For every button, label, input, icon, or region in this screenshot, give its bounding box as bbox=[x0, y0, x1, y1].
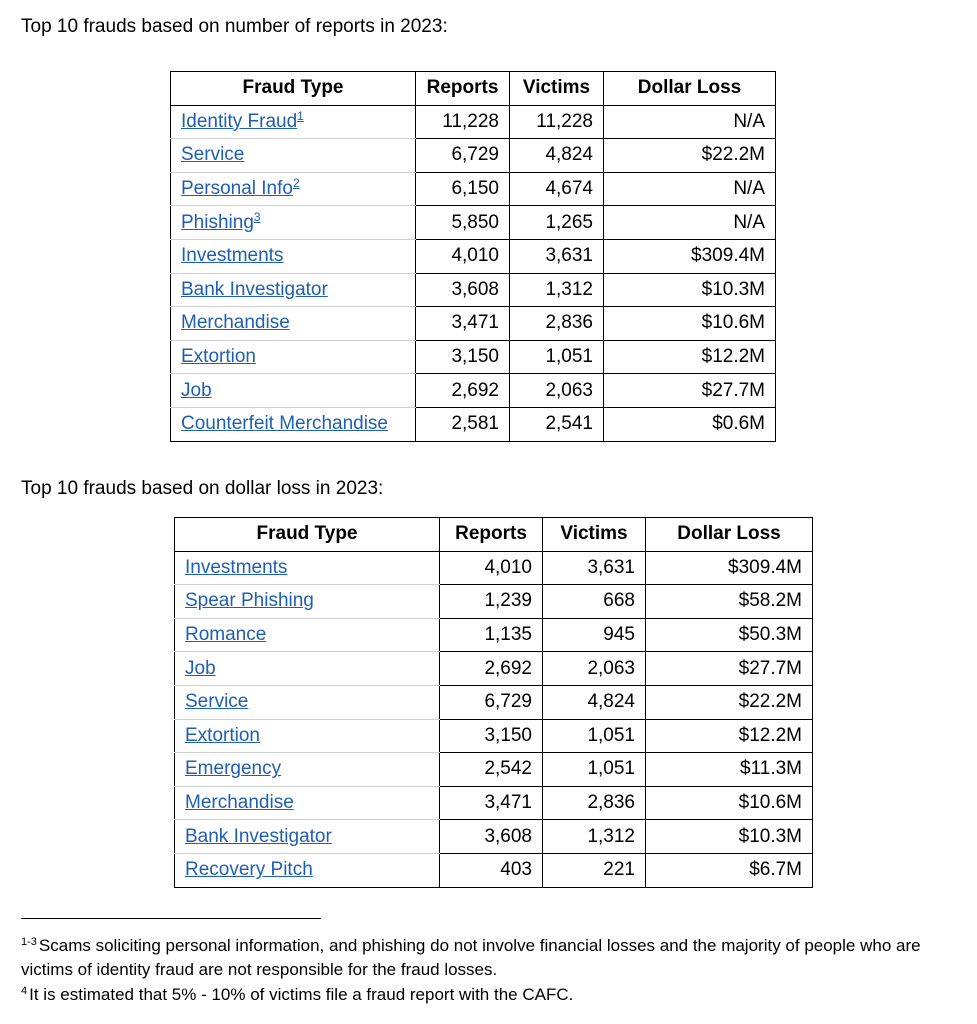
table-row bbox=[175, 551, 813, 585]
footnote-ref-link[interactable]: 1 bbox=[297, 108, 304, 123]
fraud-type-link[interactable]: Romance bbox=[185, 624, 267, 646]
fraud-type-link[interactable]: Investments bbox=[181, 245, 284, 267]
victims-cell: 668 bbox=[543, 585, 646, 619]
table-row bbox=[175, 585, 813, 619]
reports-cell: 403 bbox=[440, 853, 543, 887]
table-row bbox=[171, 239, 776, 273]
fraud-type-link[interactable]: Service bbox=[185, 691, 249, 713]
victims-cell: 3,631 bbox=[510, 239, 604, 273]
footnote-text: It is estimated that 5% - 10% of victims file a fraud report with the CAFC. bbox=[29, 985, 574, 1004]
dollar-loss-cell: $6.7M bbox=[646, 853, 813, 887]
table-row bbox=[171, 273, 776, 307]
table-row bbox=[175, 652, 813, 686]
table-row bbox=[175, 853, 813, 887]
reports-cell: 1,135 bbox=[440, 618, 543, 652]
reports-cell: 3,608 bbox=[416, 273, 510, 307]
footnote-divider bbox=[21, 918, 321, 919]
victims-cell: 2,836 bbox=[543, 786, 646, 820]
table-row bbox=[171, 340, 776, 374]
dollar-loss-cell: $309.4M bbox=[604, 239, 776, 273]
reports-cell: 2,542 bbox=[440, 753, 543, 787]
footnote-1-3 bbox=[21, 934, 966, 982]
top-frauds-by-loss-table bbox=[174, 517, 813, 888]
reports-cell: 2,692 bbox=[440, 652, 543, 686]
table-row bbox=[175, 685, 813, 719]
fraud-type-cell bbox=[175, 652, 440, 686]
footnote-mark: 1-3 bbox=[21, 936, 37, 948]
fraud-type-link[interactable]: Emergency bbox=[185, 758, 282, 780]
victims-cell: 1,051 bbox=[543, 753, 646, 787]
fraud-type-link[interactable]: Investments bbox=[185, 556, 288, 578]
reports-cell: 5,850 bbox=[416, 206, 510, 240]
victims-cell: 1,312 bbox=[543, 820, 646, 854]
fraud-type-link[interactable]: Bank Investigator bbox=[185, 825, 332, 847]
fraud-type-link[interactable]: Counterfeit Merchandise bbox=[181, 413, 388, 435]
dollar-loss-cell: $27.7M bbox=[646, 652, 813, 686]
footnote-text: Scams soliciting personal information, and phishing do not involve financial losses and the majority of people who are victims of identity fraud are not responsible for the fraud losses. bbox=[21, 936, 921, 979]
victims-cell: 221 bbox=[543, 853, 646, 887]
dollar-loss-cell: $10.6M bbox=[604, 307, 776, 341]
header-fraud-type: Fraud Type bbox=[175, 518, 440, 552]
table-row bbox=[171, 105, 776, 139]
victims-cell: 11,228 bbox=[510, 105, 604, 139]
fraud-type-link[interactable]: Merchandise bbox=[181, 312, 290, 334]
victims-cell: 4,824 bbox=[510, 139, 604, 173]
header-victims: Victims bbox=[510, 72, 604, 106]
reports-cell: 2,692 bbox=[416, 374, 510, 408]
dollar-loss-cell: $22.2M bbox=[604, 139, 776, 173]
reports-cell: 4,010 bbox=[416, 239, 510, 273]
reports-cell: 3,471 bbox=[440, 786, 543, 820]
dollar-loss-cell: N/A bbox=[604, 105, 776, 139]
fraud-type-cell bbox=[171, 105, 416, 139]
fraud-type-link[interactable]: Recovery Pitch bbox=[185, 859, 313, 881]
dollar-loss-cell: $22.2M bbox=[646, 685, 813, 719]
victims-cell: 1,051 bbox=[510, 340, 604, 374]
victims-cell: 2,836 bbox=[510, 307, 604, 341]
reports-cell: 1,239 bbox=[440, 585, 543, 619]
dollar-loss-cell: N/A bbox=[604, 172, 776, 206]
header-row bbox=[175, 518, 813, 552]
fraud-type-cell bbox=[175, 585, 440, 619]
table-row bbox=[175, 820, 813, 854]
fraud-type-cell bbox=[175, 618, 440, 652]
reports-cell: 3,150 bbox=[416, 340, 510, 374]
dollar-loss-cell: $309.4M bbox=[646, 551, 813, 585]
fraud-type-cell bbox=[171, 307, 416, 341]
footnote-ref-link[interactable]: 3 bbox=[253, 209, 261, 224]
table-row bbox=[171, 307, 776, 341]
fraud-type-link[interactable]: Job bbox=[185, 657, 216, 679]
fraud-type-link[interactable]: Personal Info bbox=[181, 178, 293, 200]
fraud-type-link[interactable]: Spear Phishing bbox=[185, 590, 314, 612]
fraud-type-cell bbox=[175, 853, 440, 887]
fraud-type-cell bbox=[171, 206, 416, 240]
dollar-loss-cell: $27.7M bbox=[604, 374, 776, 408]
table-row bbox=[175, 786, 813, 820]
reports-cell: 2,581 bbox=[416, 407, 510, 441]
victims-cell: 1,051 bbox=[543, 719, 646, 753]
reports-cell: 3,150 bbox=[440, 719, 543, 753]
fraud-type-cell bbox=[171, 273, 416, 307]
dollar-loss-cell: $12.2M bbox=[604, 340, 776, 374]
header-row bbox=[171, 72, 776, 106]
dollar-loss-cell: N/A bbox=[604, 206, 776, 240]
fraud-type-cell bbox=[175, 685, 440, 719]
fraud-type-link[interactable]: Extortion bbox=[181, 346, 256, 368]
fraud-type-cell bbox=[175, 820, 440, 854]
fraud-type-cell bbox=[171, 340, 416, 374]
header-dollar-loss: Dollar Loss bbox=[646, 518, 813, 552]
header-dollar-loss: Dollar Loss bbox=[604, 72, 776, 106]
table-row bbox=[171, 139, 776, 173]
reports-cell: 6,729 bbox=[440, 685, 543, 719]
dollar-loss-cell: $0.6M bbox=[604, 407, 776, 441]
header-reports: Reports bbox=[416, 72, 510, 106]
fraud-type-cell bbox=[171, 239, 416, 273]
dollar-loss-cell: $11.3M bbox=[646, 753, 813, 787]
fraud-type-cell bbox=[175, 551, 440, 585]
footnote-mark: 4 bbox=[21, 985, 28, 997]
fraud-type-cell bbox=[171, 407, 416, 441]
reports-table-heading: Top 10 frauds based on number of reports in 2023: bbox=[21, 16, 448, 37]
victims-cell: 2,063 bbox=[510, 374, 604, 408]
victims-cell: 2,063 bbox=[543, 652, 646, 686]
victims-cell: 945 bbox=[543, 618, 646, 652]
header-reports: Reports bbox=[440, 518, 543, 552]
reports-cell: 3,608 bbox=[440, 820, 543, 854]
fraud-type-link[interactable]: Phishing bbox=[181, 211, 254, 233]
fraud-type-cell bbox=[171, 172, 416, 206]
table-row bbox=[171, 374, 776, 408]
fraud-type-link[interactable]: Service bbox=[181, 144, 245, 166]
victims-cell: 4,674 bbox=[510, 172, 604, 206]
fraud-type-link[interactable]: Extortion bbox=[185, 724, 260, 746]
victims-cell: 3,631 bbox=[543, 551, 646, 585]
loss-table-heading: Top 10 frauds based on dollar loss in 2023: bbox=[21, 478, 384, 499]
fraud-type-cell bbox=[175, 719, 440, 753]
fraud-type-cell bbox=[171, 374, 416, 408]
table-row bbox=[175, 618, 813, 652]
table-row bbox=[171, 407, 776, 441]
dollar-loss-cell: $58.2M bbox=[646, 585, 813, 619]
reports-cell: 6,729 bbox=[416, 139, 510, 173]
victims-cell: 1,312 bbox=[510, 273, 604, 307]
victims-cell: 4,824 bbox=[543, 685, 646, 719]
footnote-ref-link[interactable]: 2 bbox=[292, 176, 300, 191]
fraud-type-cell bbox=[175, 753, 440, 787]
dollar-loss-cell: $10.3M bbox=[604, 273, 776, 307]
top-frauds-by-reports-table bbox=[170, 71, 776, 442]
footnote-4 bbox=[21, 983, 573, 1007]
header-fraud-type: Fraud Type bbox=[171, 72, 416, 106]
fraud-type-link[interactable]: Bank Investigator bbox=[181, 278, 328, 300]
table-row bbox=[171, 206, 776, 240]
table-row bbox=[175, 719, 813, 753]
fraud-type-link[interactable]: Job bbox=[181, 379, 212, 401]
dollar-loss-cell: $10.3M bbox=[646, 820, 813, 854]
table-row bbox=[171, 172, 776, 206]
fraud-type-cell bbox=[171, 139, 416, 173]
table-row bbox=[175, 753, 813, 787]
fraud-type-link[interactable]: Identity Fraud bbox=[181, 110, 298, 132]
dollar-loss-cell: $10.6M bbox=[646, 786, 813, 820]
dollar-loss-cell: $12.2M bbox=[646, 719, 813, 753]
header-victims: Victims bbox=[543, 518, 646, 552]
victims-cell: 2,541 bbox=[510, 407, 604, 441]
fraud-type-cell bbox=[175, 786, 440, 820]
reports-cell: 3,471 bbox=[416, 307, 510, 341]
reports-cell: 6,150 bbox=[416, 172, 510, 206]
dollar-loss-cell: $50.3M bbox=[646, 618, 813, 652]
reports-cell: 11,228 bbox=[416, 105, 510, 139]
fraud-type-link[interactable]: Merchandise bbox=[185, 792, 294, 814]
victims-cell: 1,265 bbox=[510, 206, 604, 240]
reports-cell: 4,010 bbox=[440, 551, 543, 585]
